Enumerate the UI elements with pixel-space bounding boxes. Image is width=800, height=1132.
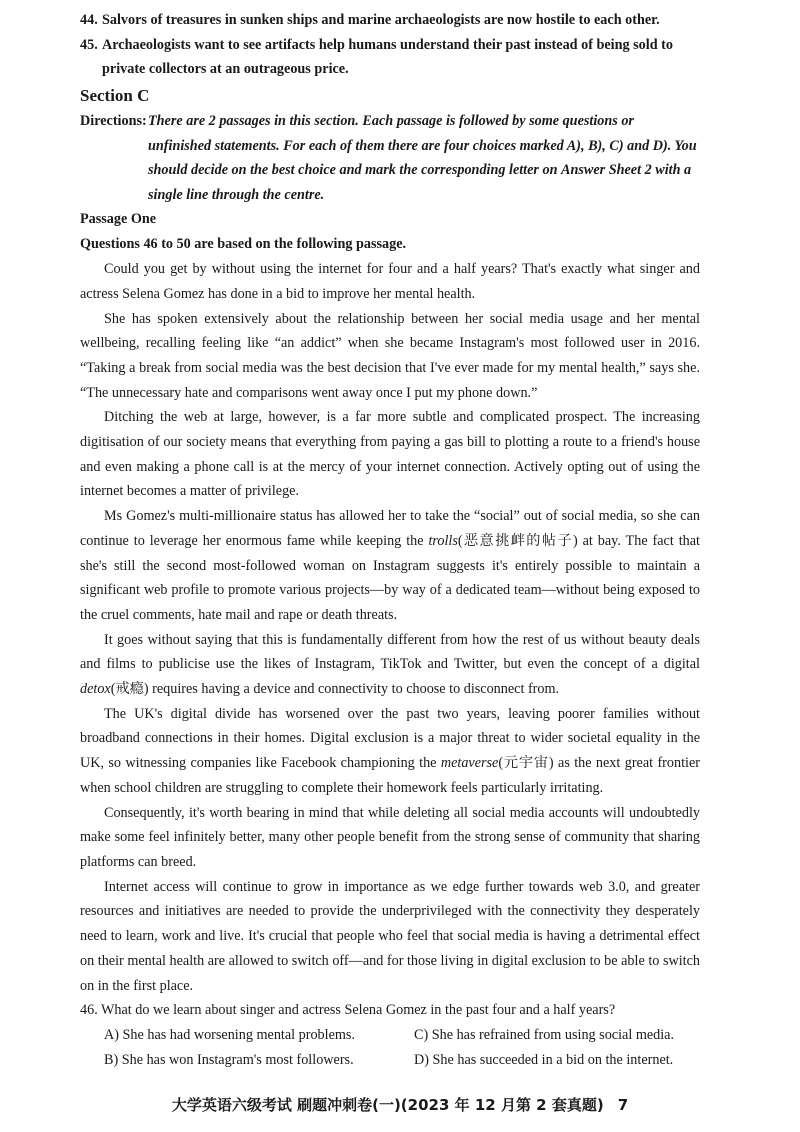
statement-44 [80, 8, 700, 33]
statement-45 [80, 33, 700, 82]
questions-header: Questions 46 to 50 are based on the following passage. [80, 236, 407, 253]
option-c[interactable]: C) She has refrained from using social media. [414, 1026, 675, 1043]
paragraph-text: at bay. The fact that she's still the second most-followed woman on Instagram suggests it's entirely possible to maintain a significant web profile to promote various projects—by way of a dedicated team—without being exposed to the cruel comments, hate mail and rape or death threats. [80, 532, 700, 623]
footer-title: 大学英语六级考试 刷题冲刺卷(一)(2023 年 12 月第 2 套真题) [171, 1096, 604, 1114]
glossed-term: detox [80, 681, 111, 698]
paragraph-text: Ms Gomez's multi-millionaire status has allowed her to take the “social” out of social media, so she can continue to leverage her enormous fame while keeping the [80, 508, 700, 549]
paragraph-1: Could you get by without using the internet for four and a half years? That's exactly what singer and actress Selena Gomez has done in a bid to improve her mental health. [80, 261, 700, 302]
paragraph-7: Consequently, it's worth bearing in mind that while deleting all social media accounts will undoubtedly make some feel infinitely better, many other people benefit from the strong sense of community that sharing platforms can breed. [80, 804, 700, 870]
paragraph-8: Internet access will continue to grow in importance as we edge further towards web 3.0, and greater resources and initiatives are needed to provide the underprivileged with the connectivity they desperately need to learn, work and live. It's crucial that people who feel that social media is having a detrimental effect on their mental health are allowed to switch off—and for those living in digital exclusion to be able to switch on in the first place. [80, 878, 700, 994]
paragraph-text: as the next great frontier when school children are struggling to complete their homework feels particularly irritating. [80, 755, 700, 796]
answer-sheet-ref: Answer Sheet 2 [561, 162, 652, 179]
exam-page [80, 8, 700, 1072]
chinese-gloss: (恶意挑衅的帖子) [457, 532, 578, 549]
option-b[interactable]: B) She has won Instagram's most followers. [104, 1051, 354, 1068]
paragraph-text: requires having a device and connectivity to choose to disconnect from. [148, 681, 560, 698]
paragraph-text: The UK's digital divide has worsened over the past two years, leaving poorer families without broadband connections in their homes. Digital exclusion is a major threat to wider societal equality in the UK, so witnessing companies like Facebook championing the [80, 705, 700, 772]
statement-text: Archaeologists want to see artifacts help humans understand their past instead of being sold to private collectors at an outrageous price. [102, 36, 673, 78]
option-a[interactable]: A) She has had worsening mental problems. [104, 1026, 355, 1043]
question-46-stem: 46. What do we learn about singer and actress Selena Gomez in the past four and a half years? [80, 1002, 616, 1019]
paragraph-6 [80, 702, 700, 801]
directions [80, 109, 700, 207]
question-46-options [80, 1023, 700, 1072]
statement-number: 45. [80, 36, 98, 53]
paragraph-5 [80, 628, 700, 702]
paragraph-text: It goes without saying that this is fundamentally different from how the rest of us without beauty deals and films to publicise use the likes of Instagram, TikTok and Twitter, but even the concept of a digital [80, 631, 700, 673]
page-number: 7 [617, 1096, 629, 1114]
page-footer [0, 1094, 800, 1116]
chinese-gloss: (戒瘾) [110, 681, 149, 698]
passage-title: Passage One [80, 211, 157, 228]
directions-text-part: There are 2 passages in this section. Each passage is followed by some questions or unfinished statements. For each of them there are four choices marked A), B), C) and D). You should decide on the best choice and mark the corresponding letter on [148, 113, 697, 179]
paragraph-4 [80, 504, 700, 628]
section-title: Section C [80, 86, 150, 106]
statement-text: Salvors of treasures in sunken ships and marine archaeologists are now hostile to each other. [102, 12, 660, 28]
directions-label: Directions: [80, 113, 147, 130]
paragraph-3: Ditching the web at large, however, is a far more subtle and complicated prospect. The increasing digitisation of our society means that everything from paying a gas bill to plotting a route to a friend's house and even making a phone call is at the mercy of your internet connection. Actively opting out of using the internet becomes a matter of privilege. [80, 409, 700, 500]
option-d[interactable]: D) She has succeeded in a bid on the internet. [414, 1051, 674, 1068]
glossed-term: metaverse [440, 755, 499, 772]
directions-text [148, 109, 700, 207]
paragraph-2: She has spoken extensively about the relationship between her social media usage and her mental wellbeing, recalling feeling like “an addict” when she became Instagram's most followed user in 2016. “Taking a break from social media was the best decision that I've ever made for my mental health,” says she. “The unnecessary hate and comparisons went away once I put my phone down.” [80, 310, 700, 401]
statement-number: 44. [80, 12, 98, 28]
glossed-term: trolls [428, 532, 458, 549]
directions-text-part: with a single line through the centre. [148, 162, 692, 203]
chinese-gloss: (元宇宙) [498, 755, 554, 772]
